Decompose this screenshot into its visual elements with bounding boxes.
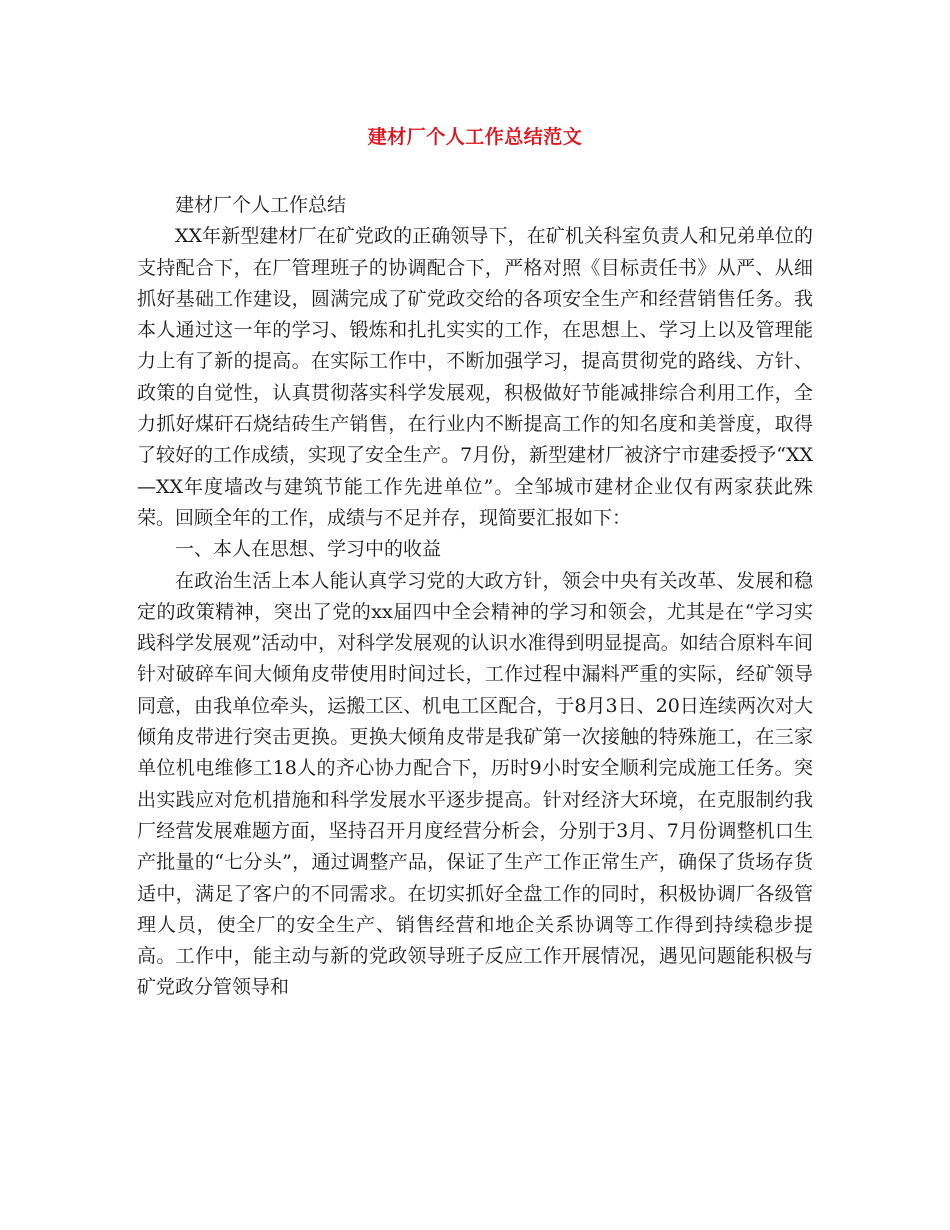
document-title: 建材厂个人工作总结范文 — [367, 126, 583, 148]
paragraph-subtitle: 建材厂个人工作总结 — [175, 194, 347, 216]
document-body — [137, 190, 813, 1004]
paragraph-intro: XX年新型建材厂在矿党政的正确领导下，在矿机关科室负责人和兄弟单位的支持配合下，在厂管理班子的协调配合下，严格对照《目标责任书》从严、从细抓好基础工作建设，圆满完成了矿党政交给的各项安全生产和经营销售任务。我本人通过这一年的学习、锻炼和扎扎实实的工作，在思想上、学习上以及管理能力上有了新的提高。在实际工作中，不断加强学习，提高贯彻党的路线、方针、政策的自觉性，认真贯彻落实科学发展观，积极做好节能减排综合利用工作，全力抓好煤矸石烧结砖生产销售，在行业内不断提高工作的知名度和美誉度，取得了较好的工作成绩，实现了安全生产。7月份，新型建材厂被济宁市建委授予“XX—XX年度墙改与建筑节能工作先进单位”。全邹城市建材企业仅有两家获此殊荣。回顾全年的工作，成绩与不足并存，现简要汇报如下： — [137, 225, 813, 529]
paragraph-section-1: 在政治生活上本人能认真学习党的大政方针，领会中央有关改革、发展和稳定的政策精神，突出了党的xx届四中全会精神的学习和领会，尤其是在“学习实践科学发展观”活动中，对科学发展观的认识水准得到明显提高。如结合原料车间针对破碎车间大倾角皮带使用时间过长，工作过程中漏料严重的实际，经矿领导同意，由我单位牵头，运搬工区、机电工区配合，于8月3日、20日连续两次对大倾角皮带进行突击更换。更换大倾角皮带是我矿第一次接触的特殊施工，在三家单位机电维修工18人的齐心协力配合下，历时9小时安全顺利完成施工任务。突出实践应对危机措施和科学发展水平逐步提高。针对经济大环境，在克服制约我厂经营发展难题方面，坚持召开月度经营分析会，分别于3月、7月份调整机口生产批量的“七分头”，通过调整产品，保证了生产工作正常生产，确保了货场存货适中，满足了客户的不同需求。在切实抓好全盘工作的同时，积极协调厂各级管理人员，使全厂的安全生产、销售经营和地企关系协调等工作得到持续稳步提高。工作中，能主动与新的党政领导班子反应工作开展情况，遇见问题能积极与矿党政分管领导和 — [137, 569, 813, 999]
section-heading-1: 一、本人在思想、学习中的收益 — [175, 538, 442, 561]
